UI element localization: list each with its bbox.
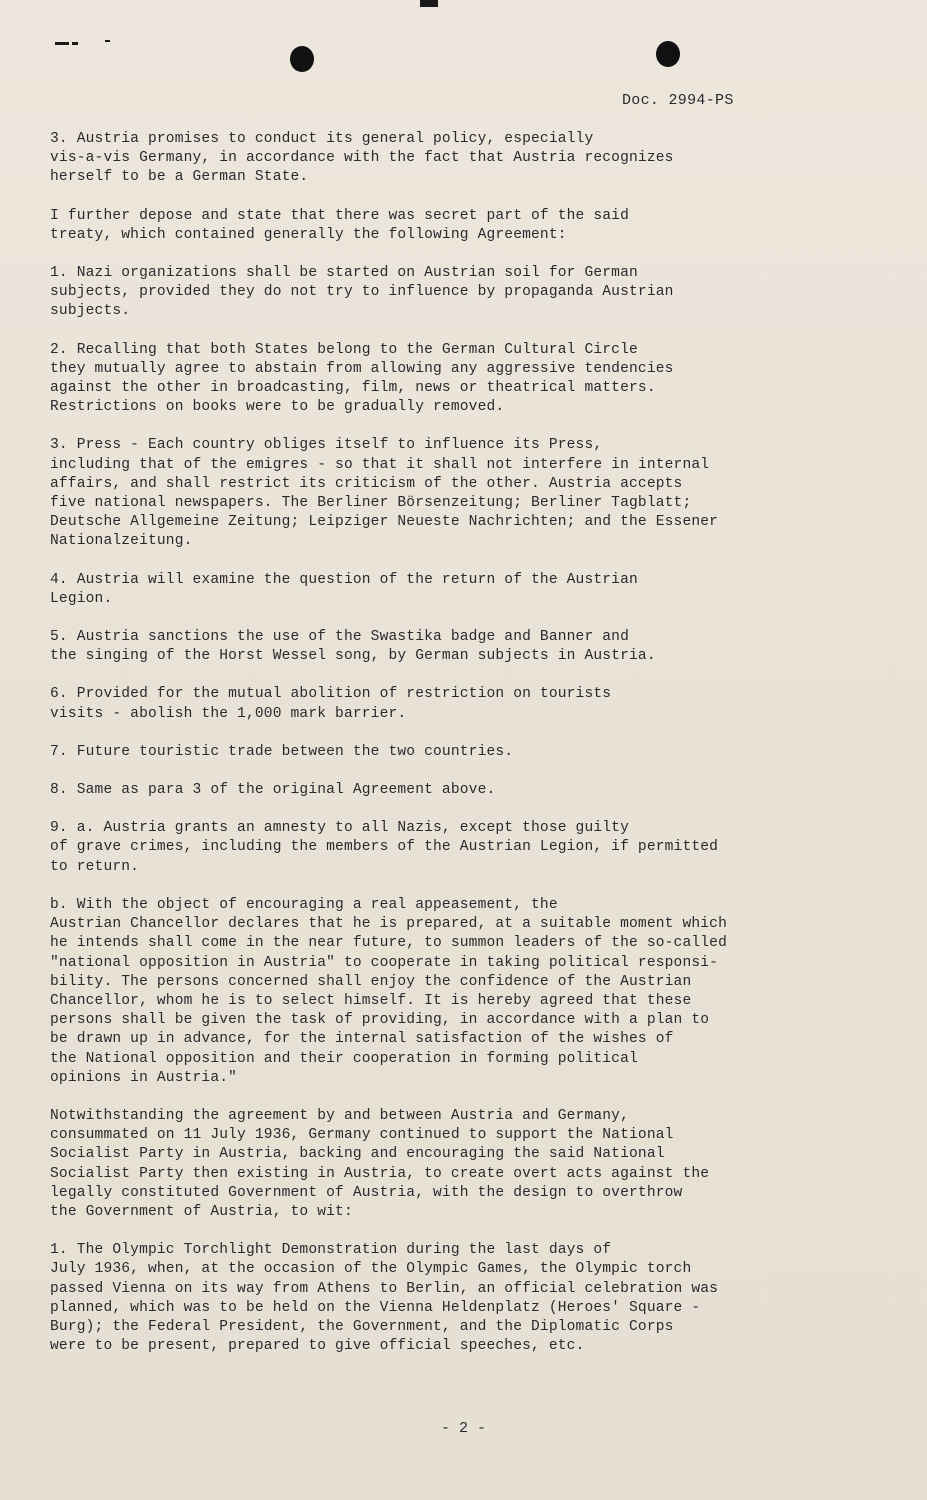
top-edge-mark: [420, 0, 438, 7]
paragraph-item-8-same-as-para-3: 8. Same as para 3 of the original Agreement above.: [50, 782, 496, 799]
paragraph-austria-policy: 3. Austria promises to conduct its general policy, especially vis-a-vis Germany, in accordance with the fact that Austria recognizes herself to be a German State.: [50, 131, 674, 186]
paragraph-notwithstanding: Notwithstanding the agreement by and between Austria and Germany, consummated on 11 July 1936, Germany continued to support the National Socialist Party in Austria, backing and encouraging the said National Socialist Party then existing in Austria, to create overt acts against the legally constituted Government of Austria, with the design to overthrow the Government of Austria, to wit:: [50, 1107, 710, 1220]
document-body: [50, 130, 790, 1375]
paragraph-olympic-torchlight: 1. The Olympic Torchlight Demonstration during the last days of July 1936, when, at the occasion of the Olympic Games, the Olympic torch passed Vienna on its way from Athens to Berlin, an official celebration was planned, which was to be held on the Vienna Heldenplatz (Heroes' Square - Burg); the Federal President, the Government, and the Diplomatic Corps were to be present, prepared to give official speeches, etc.: [50, 1242, 719, 1355]
paragraph-item-9a-amnesty: 9. a. Austria grants an amnesty to all Nazis, except those guilty of grave crimes, including the members of the Austrian Legion, if permitted to return.: [50, 820, 719, 875]
paragraph-item-4-austrian-legion: 4. Austria will examine the question of the return of the Austrian Legion.: [50, 571, 638, 607]
paragraph-item-5-swastika: 5. Austria sanctions the use of the Swastika badge and Banner and the singing of the Horst Wessel song, by German subjects in Austria.: [50, 629, 656, 665]
punch-hole-right: [656, 41, 680, 67]
paragraph-secret-part: I further depose and state that there was secret part of the said treaty, which contained generally the following Agreement:: [50, 207, 629, 243]
corner-ink-mark: [55, 42, 69, 45]
paragraph-item-6-tourists: 6. Provided for the mutual abolition of restriction on tourists visits - abolish the 1,000 mark barrier.: [50, 686, 612, 722]
corner-ink-dash: [105, 40, 110, 42]
punch-hole-left: [290, 46, 314, 72]
paragraph-item-2-cultural-circle: 2. Recalling that both States belong to the German Cultural Circle they mutually agree to abstain from allowing any aggressive tendencies against the other in broadcasting, film, news or theatrical matters. Restrictions on books were to be gradually removed.: [50, 341, 674, 416]
paragraph-item-9b-appeasement: b. With the object of encouraging a real appeasement, the Austrian Chancellor declares that he is prepared, at a suitable moment which he intends shall come in the near future, to summon leaders of the so-called "national opposition in Austria" to cooperate in taking political responsi- bility. The persons concerned shall enjoy the confidence of the Austrian Chancellor, whom he is to select himself. It is hereby agreed that these persons shall be given the task of providing, in accordance with a plan to be drawn up in advance, for the internal satisfaction of the wishes of the National opposition and their cooperation in forming political opinions in Austria.": [50, 896, 727, 1086]
paragraph-item-7-touristic-trade: 7. Future touristic trade between the two countries.: [50, 743, 514, 760]
document-reference: Doc. 2994-PS: [622, 92, 734, 109]
paragraph-item-3-press: 3. Press - Each country obliges itself to influence its Press, including that of the emigres - so that it shall not interfere in internal affairs, and shall restrict its criticism of the other. Austria accepts five national newspapers. The Berliner Börsenzeitung; Berliner Tagblatt; Deutsche Allgemeine Zeitung; Leipziger Neueste Nachrichten; and the Essener Nationalzeitung.: [50, 437, 719, 550]
paragraph-item-1-nazi-organizations: 1. Nazi organizations shall be started on Austrian soil for German subjects, provided they do not try to influence by propaganda Austrian subjects.: [50, 265, 674, 320]
corner-ink-dot: [72, 42, 78, 45]
page-number: - 2 -: [440, 1420, 486, 1437]
